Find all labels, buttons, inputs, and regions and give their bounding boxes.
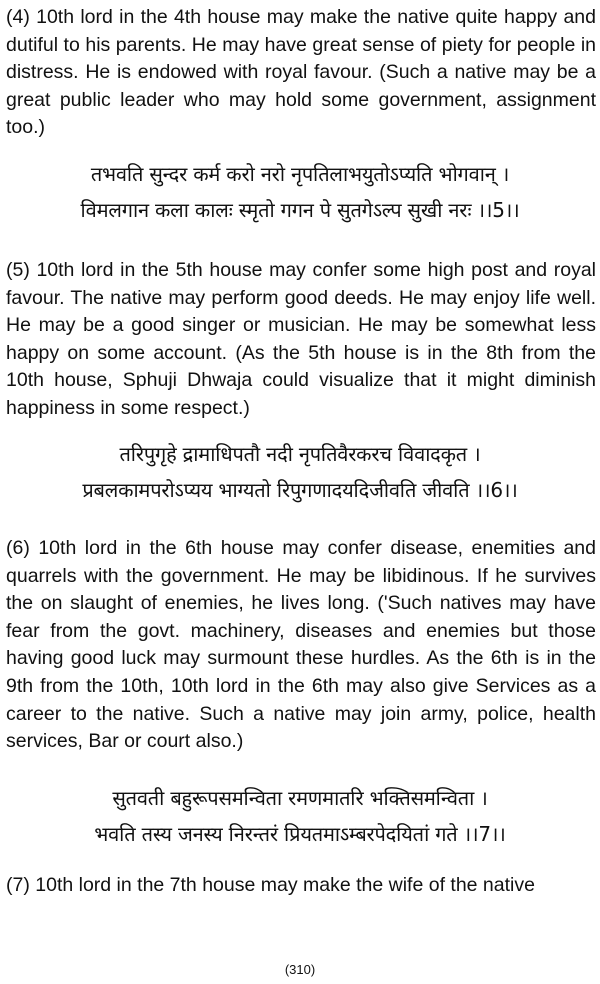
verse-7-line-1: सुतवती बहुरूपसमन्विता रमणमातरि भक्तिसमन्विता । (112, 786, 488, 810)
page-number: (310) (284, 962, 316, 977)
paragraph-6: (6) 10th lord in the 6th house may confer disease, enemities and quarrels with the government. He may be libidinous. If he survives the on slaught of enemies, he lives long. ('Such natives may have fear from the govt. machinery, diseases and enemies but those having good luck may surmount these hurdles. As the 6th is in the 9th from the 10th, 10th lord in the 6th may also give Services as a career to the native. Such a native may join army, police, health services, Bar or court also.) (6, 537, 596, 753)
paragraph-7: (7) 10th lord in the 7th house may make the wife of the native (6, 874, 535, 896)
sanskrit-verse-5 (0, 156, 600, 228)
verse-5-line-1: तभवति सुन्दर कर्म करो नरो नृपतिलाभयुतोऽप्यति भोगवान् । (90, 162, 510, 186)
sanskrit-verse-7 (0, 780, 600, 852)
verse-5-line-2: विमलगान कला कालः स्मृतो गगन पे सुतगेऽल्प सुखी नरः ।।5।। (80, 198, 520, 222)
verse-7-line-2: भवति तस्य जनस्य निरन्तरं प्रियतमाऽम्बरपेदयितां गते ।।7।। (94, 822, 506, 846)
paragraph-4: (4) 10th lord in the 4th house may make the native quite happy and dutiful to his parents. He may have great sense of piety for people in distress. He is endowed with royal favour. (Such a native may be a great public leader who may hold some government, assignment too.) (6, 6, 596, 139)
paragraph-5: (5) 10th lord in the 5th house may confer some high post and royal favour. The native may perform good deeds. He may enjoy life well. He may be a good singer or musician. He may be somewhat less happy on some account. (As the 5th house is in the 8th from the 10th house, Sphuji Dhwaja could visualize that it might diminish happiness in some respect.) (6, 259, 596, 419)
verse-6-line-1: तरिपुगृहे द्रामाधिपतौ नदी नृपतिवैरकरच विवादकृत । (119, 442, 481, 466)
verse-6-line-2: प्रबलकामपरोऽप्यय भाग्यतो रिपुगणादयदिजीवति जीवति ।।6।। (82, 478, 518, 502)
sanskrit-verse-6 (0, 436, 600, 508)
